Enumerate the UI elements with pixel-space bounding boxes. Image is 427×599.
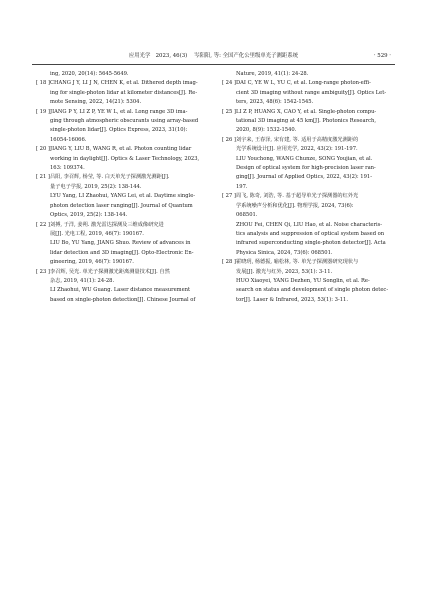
journal-issue: 2023, 46(3) <box>155 53 188 59</box>
reference-entry <box>222 70 398 79</box>
reference-entry <box>36 79 212 107</box>
reference-line: 杂志, 2019, 41(1): 24-28. <box>50 277 115 284</box>
reference-line: ging through atmospheric obscurants using array-based <box>50 118 199 125</box>
reference-line: LIU Bo, YU Yang, JIANG Shuo. Review of advances in <box>50 240 191 247</box>
reference-number: [ 20 ] <box>36 146 50 153</box>
reference-line: 197. <box>236 183 248 190</box>
reference-entry <box>222 258 398 305</box>
reference-line: lidar detection and 3D imaging[J]. Opto-Electronic En- <box>50 249 194 256</box>
reference-line: 发展[J]. 激光与红外, 2023, 53(1): 3-11. <box>236 268 333 275</box>
reference-line: 李召辉, 吴光. 单光子探测激光距离测量技术[J]. 自然 <box>50 268 170 275</box>
running-header <box>32 52 395 65</box>
reference-line: CHANG J Y, LI J N, CHEN K, et al. Dithered depth imag- <box>50 80 198 87</box>
reference-number: [ 26 ] <box>222 136 236 143</box>
reference-number: [ 19 ] <box>36 108 50 115</box>
reference-line: Physica Sinica, 2024, 73(6): 068501. <box>236 249 333 256</box>
reference-line: tational 3D imaging at 45 km[J]. Photonics Research, <box>236 118 376 125</box>
reference-line: ters, 2023, 48(6): 1542-1545. <box>236 99 314 106</box>
reference-line: 学系统噪声分析和优化[J]. 物理学报, 2024, 73(6): <box>236 202 354 209</box>
reference-line: infrared superconducting single-photon detector[J]. Acta <box>236 240 386 247</box>
reference-entry <box>36 268 212 306</box>
reference-line: 展[J]. 光电工程, 2019, 46(7): 190167. <box>50 230 144 237</box>
reference-number: [ 28 ] <box>222 259 236 266</box>
reference-line: 163: 109374. <box>50 165 85 172</box>
reference-number: [ 22 ] <box>36 221 50 228</box>
reference-line: 刘宇来, 王春泽, 宋有建, 等. 适用于高精度激光测距的 <box>236 136 359 143</box>
reference-line: HUO Xiaoyei, YANG Dezhen, YU Songlin, et al. Re- <box>236 277 370 284</box>
reference-line: DAI C, YE W L, YU C, et al. Long-range photon-effi- <box>236 80 371 87</box>
reference-entry <box>222 79 398 107</box>
reference-line: LYU Yang, LI Zhaohui, YANG Lei, et al. Daytime single- <box>50 193 196 200</box>
reference-line: search on status and development of single photon detec- <box>236 287 389 294</box>
reference-line: mote Sensing, 2022, 14(21): 5304. <box>50 99 142 106</box>
reference-line: gineering, 2019, 46(7): 190167. <box>50 259 134 266</box>
reference-line: 068501. <box>236 212 258 219</box>
reference-number: [ 23 ] <box>36 268 50 275</box>
journal-name: 应用光学 <box>128 53 151 59</box>
reference-line: 刘搏, 于洋, 姜朔. 激光雷达探测及三维成像研究进 <box>50 221 164 228</box>
reference-number: [ 18 ] <box>36 80 50 87</box>
reference-line: tor[J]. Laser & Infrared, 2023, 53(1): 3-11. <box>236 296 348 303</box>
references-right-column <box>222 70 398 305</box>
reference-line: 量子电子学报, 2019, 25(2): 138-144. <box>50 183 142 190</box>
reference-line: Nature, 2019, 41(1): 24-28. <box>236 71 309 77</box>
header-center <box>32 53 395 60</box>
reference-number: [ 27 ] <box>222 193 236 200</box>
reference-line: 2020, 8(9): 1532-1540. <box>236 127 297 134</box>
references-left-column <box>36 70 212 305</box>
page-number: · 529 · <box>373 53 391 59</box>
reference-number: [ 24 ] <box>222 80 236 87</box>
reference-entry <box>222 136 398 192</box>
article-running-title: 岑阳阳, 等: 全国产化公里级单光子测距系统 <box>194 53 299 59</box>
reference-entry <box>36 173 212 220</box>
reference-line: 吕阳, 李召辉, 杨莹, 等. 白天单光子探测激光测距[J]. <box>50 174 170 181</box>
reference-line: cient 3D imaging without range ambiguity[J]. Optics Let- <box>236 89 387 96</box>
reference-line: ging[J]. Journal of Applied Optics, 2022, 43(2): 191- <box>236 174 372 181</box>
reference-line: photon detection laser ranging[J]. Journal of Quantum <box>50 202 193 209</box>
reference-line: tics analysis and suppression of optical system based on <box>236 230 385 237</box>
reference-line: Optics, 2019, 25(2): 138-144. <box>50 212 128 219</box>
reference-number: [ 21 ] <box>36 174 50 181</box>
reference-entry <box>222 108 398 136</box>
reference-entry <box>222 192 398 258</box>
reference-number: [ 25 ] <box>222 108 236 115</box>
reference-entry <box>36 70 212 79</box>
reference-line: 霍晓玥, 杨德振, 喻松林, 等. 单光子探测器研究现状与 <box>236 259 359 266</box>
reference-line: ZHOU Fei, CHEN Qi, LIU Hao, et al. Noise characteris- <box>236 221 383 228</box>
reference-line: LI Zhaohui, WU Guang. Laser distance measurement <box>50 287 191 294</box>
reference-line: LI Z P, HUANG X, CAO Y, et al. Single-photon compu- <box>236 108 377 115</box>
reference-line: JIANG P Y, LI Z P, YE W L, et al. Long range 3D ima- <box>50 108 188 115</box>
reference-line: LIU Youchong, WANG Chunze, SONG Youjian, et al. <box>236 155 373 162</box>
reference-entry <box>36 221 212 268</box>
reference-line: 16054-16066. <box>50 136 87 143</box>
reference-line: working in daylight[J]. Optics & Laser Technology, 2023, <box>50 155 200 162</box>
reference-line: Design of optical system for high-precision laser ran- <box>236 165 376 172</box>
reference-line: ing, 2020, 20(14): 5645-5649. <box>50 71 129 77</box>
reference-line: 光学系统设计[J]. 应用光学, 2022, 43(2): 191-197. <box>236 146 358 153</box>
reference-entry <box>36 145 212 173</box>
reference-line: ing for single-photon lidar at kilometer distances[J]. Re- <box>50 89 198 96</box>
reference-line: based on single-photon detection[J]. Chinese Journal of <box>50 296 196 303</box>
reference-line: single-photon lidar[J]. Optics Express, 2023, 31(10): <box>50 127 188 134</box>
reference-line: JIANG Y, LIU B, WANG R, et al. Photon counting lidar <box>50 146 192 153</box>
reference-entry <box>36 108 212 146</box>
reference-line: 周飞, 陈奇, 刘浩, 等. 基于超导单光子探测器的红外光 <box>236 193 359 200</box>
